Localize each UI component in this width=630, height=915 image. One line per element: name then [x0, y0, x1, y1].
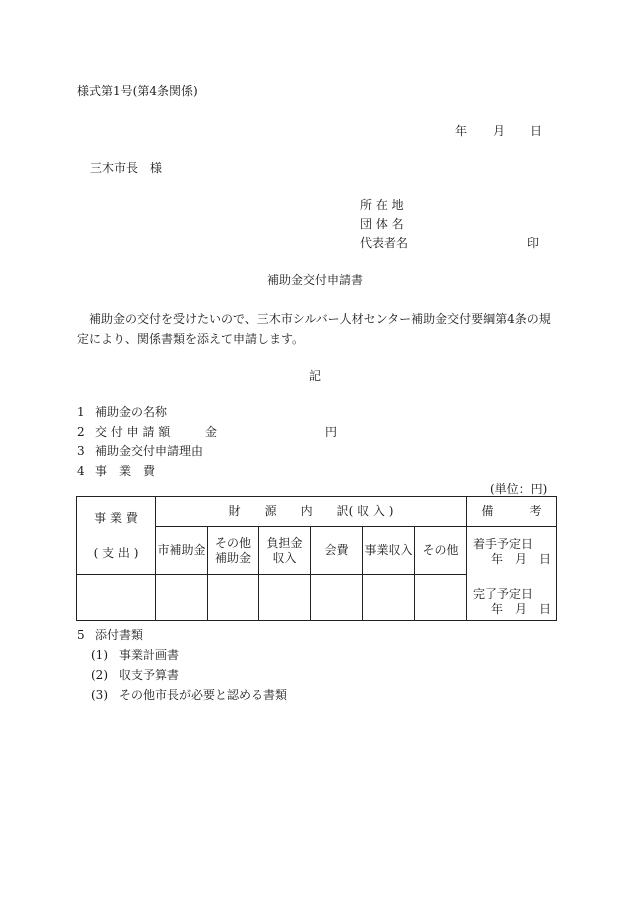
- attachment-label: 事業計画書: [119, 648, 180, 662]
- seal-mark: 印: [527, 236, 540, 250]
- amount-field: 金 円: [205, 424, 338, 439]
- expense-header: 事 業 費: [94, 510, 138, 525]
- list-item: [77, 463, 337, 483]
- contribution-income-cell[interactable]: [259, 575, 311, 621]
- date-year-label: 年: [455, 124, 468, 138]
- ki-heading: 記: [308, 369, 321, 383]
- applicant-block: [360, 197, 420, 254]
- applicant-org-row: [360, 216, 420, 235]
- budget-table: [76, 496, 557, 621]
- expense-header-cell: [77, 497, 156, 575]
- start-date-label: 着手予定日: [473, 537, 534, 551]
- remarks-cell: [467, 527, 557, 621]
- document-title: 補助金交付申請書: [266, 273, 363, 287]
- item-label: 補助金交付申請理由: [95, 444, 204, 458]
- attachment-label: 収支予算書: [119, 668, 180, 682]
- attachment-label: その他市長が必要と認める書類: [119, 688, 288, 702]
- city-subsidy-cell[interactable]: [156, 575, 208, 621]
- col-contribution-line2: 収入: [272, 550, 297, 565]
- attachment-number: (3): [91, 688, 108, 702]
- remarks-header: 備 考: [467, 497, 557, 527]
- organization-name-label: 団 体 名: [360, 217, 404, 231]
- list-item: [77, 647, 287, 667]
- list-item: [77, 443, 337, 463]
- expense-amount-cell[interactable]: [77, 575, 156, 621]
- item-label: 事 業 費: [95, 463, 156, 478]
- breakdown-header: 財 源 内 訳( 収 入 ): [156, 497, 467, 527]
- list-item: [77, 687, 287, 707]
- col-membership-fee: 会費: [311, 527, 363, 575]
- application-date: [455, 123, 542, 139]
- list-item: [77, 667, 287, 687]
- representative-label: 代表者名: [360, 236, 409, 250]
- item-number: 4: [77, 463, 85, 478]
- expense-subheader: ( 支 出 ): [93, 545, 139, 560]
- attachments-title: 添付書類: [95, 628, 144, 642]
- unit-note: (単位：円): [490, 482, 548, 496]
- form-number: 様式第1号(第4条関係): [77, 84, 198, 98]
- other-subsidy-cell[interactable]: [208, 575, 259, 621]
- attachments-number: 5: [77, 628, 85, 642]
- applicant-rep-row: [360, 235, 420, 254]
- item-label: 補助金の名称: [95, 405, 168, 419]
- col-other-subsidy: [208, 527, 259, 575]
- item-number: 3: [77, 444, 85, 458]
- col-city-subsidy: 市補助金: [156, 527, 208, 575]
- attachment-number: (2): [91, 668, 108, 682]
- end-date-value: 年 月 日: [491, 602, 552, 616]
- start-date-value: 年 月 日: [491, 552, 552, 566]
- list-item: [77, 404, 337, 424]
- col-other: その他: [415, 527, 467, 575]
- attachments-section: [77, 627, 287, 707]
- item-number: 1: [77, 405, 85, 419]
- addressee: 三木市長 様: [90, 161, 163, 175]
- col-business-income: 事業収入: [363, 527, 415, 575]
- body-paragraph: 補助金の交付を受けたいので、三木市シルバー人材センター補助金交付要綱第4条の規定により、関係書類を添えて申請します。: [77, 312, 551, 346]
- item-label: 交 付 申 請 額: [95, 424, 171, 439]
- col-other-subsidy-line2: 補助金: [214, 550, 251, 565]
- applicant-address-row: [360, 197, 420, 216]
- address-label: 所 在 地: [360, 198, 404, 212]
- attachment-number: (1): [91, 648, 108, 662]
- attachments-heading: [77, 627, 287, 647]
- business-income-cell[interactable]: [363, 575, 415, 621]
- list-item: [77, 424, 337, 444]
- col-contribution-line1: 負担金: [266, 535, 303, 550]
- end-date-label: 完了予定日: [473, 587, 534, 601]
- item-number: 2: [77, 424, 85, 439]
- item-list: [77, 404, 337, 482]
- date-day-label: 日: [530, 124, 543, 138]
- col-other-subsidy-line1: その他: [214, 535, 251, 550]
- date-month-label: 月: [493, 124, 506, 138]
- col-contribution-income: [259, 527, 311, 575]
- other-income-cell[interactable]: [415, 575, 467, 621]
- membership-fee-cell[interactable]: [311, 575, 363, 621]
